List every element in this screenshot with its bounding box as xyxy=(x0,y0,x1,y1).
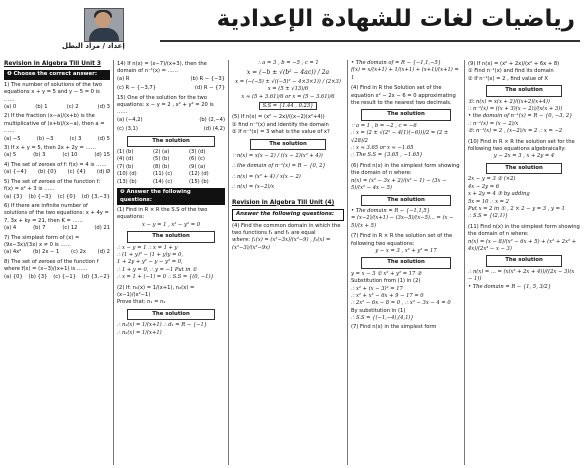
solution-step: • The domain = R − {−1,1,5} xyxy=(351,207,431,214)
problem-2-step: ∴ n₂(x) = 1/(x+1) xyxy=(117,329,162,336)
solution-step: = (x−2)/(x+1) − (3x−5)/(x−5)... = (x − 5)/(x + 5) xyxy=(351,215,454,229)
column-2 xyxy=(117,60,225,465)
question-7-options: (a) 4x² (b) 2x − 1 (c) 2x (d) 2 xyxy=(4,249,110,256)
problem-1-step: ∴ x = 1 + (−1) = 0 ∴ S.S = {(0, −1)} xyxy=(117,274,214,281)
question-8: 8) The set of zeroes of the function f where f(x) = (x−3)/(x+1) is …… xyxy=(4,258,99,273)
answer-banner: ❷ Answer the following questions: xyxy=(117,188,225,205)
solution-step: ∴ x² + x² − 6x + 9 − 17 = 0 xyxy=(351,292,424,299)
question-1-options: (a) 0 (b) 1 (c) 2 (d) 3 xyxy=(4,104,110,111)
question-next: (7) Find n(x) in the simplest form xyxy=(351,323,437,330)
question-15-options: (a) (−4,2) (b) (2,−4) xyxy=(117,116,225,123)
question-6: 6) If there are infinite number of solutions of the two equations: x + 4y = 7, 3x + ky = 21, then K = …… xyxy=(4,202,109,224)
question-15-options-2: (c) (3,1) (d) (4,2) xyxy=(117,126,225,133)
substitution: x = (−(−5) ± √((−5)² − 4×3×1)) / (2×3) xyxy=(235,78,341,85)
solution-step: ∴ x ≈ 3.65 or x ≈ −1.65 xyxy=(351,145,414,152)
solution-step: Put x = 2 in ① , 2 × 2 − y = 3 , y = 1 xyxy=(468,205,565,212)
solution-step: • The domain = R − {1, 5, 3/2} xyxy=(468,283,552,290)
problem-1-step: ∴ x − y = 1 ∴ x = 1 + y xyxy=(117,244,178,251)
solution-step: y = x − 3 ① x² + y² = 17 ② xyxy=(351,270,422,277)
solution-label: The solution xyxy=(361,195,451,206)
question-4-options: (a) {−4} (b) {0} (c) {4} (d) Ø xyxy=(4,169,110,176)
solution-set: S.S = {1.44 , 0.23} xyxy=(232,103,344,110)
question-4-functions: where: f₁(x) = (x²−3x)/(x²−9) , f₂(x) = (x²−3)/(x²−9x) xyxy=(232,237,331,251)
solution-step: 4x − 2y = 6 xyxy=(468,183,500,190)
question-1: 1) The number of solutions of the two equations x + y = 5 and y − 5 = 0 is …… xyxy=(4,81,102,103)
question-5-part-b: ② If n⁻¹(x) = 3 what is the value of x? xyxy=(232,129,330,136)
root-values: x ≈ (5 + 3.61)/6 or x = (5 − 3.61)/6 xyxy=(241,93,335,100)
solution-label: The solution xyxy=(361,257,451,268)
solution-step: ②: n⁻¹(x) = 2 , (x−2)/x = 2 ∴ x = −2 xyxy=(468,128,563,135)
answer-row: (4) (d) (5) (b) (6) (c) xyxy=(117,156,205,163)
question-2: 2) If the fraction (x−a)/(x+b) is the multiplicative of (x+b)/(x−a), then a = …… xyxy=(4,113,105,135)
question-11: (11) Find n(x) in the simplest form showing the domain of n where: xyxy=(468,223,580,238)
problem-1: (1) Find in R × R the S.S of the two equations: xyxy=(117,206,208,221)
title-underline xyxy=(160,40,580,42)
page-header xyxy=(0,0,584,58)
solution-step: ∴ n(x) = ... = (x(x² + 2x + 4))/((2x − 3)(x − 1)) xyxy=(468,268,575,283)
question-7: 7) The simplest form of (x) = (9x−3x)/(3x) x ≠ 0 is …… xyxy=(4,234,80,248)
question-8-options: (a) {0} (b) {3} (c) {−1} (d) {3,−2} xyxy=(4,273,110,280)
section-title: Revision in Algebra Till Unit 3 xyxy=(4,61,101,67)
author-credit: إعداد / مراد البطل xyxy=(62,42,125,50)
coefficients: ∴ a = 3 , b = −5 , c = 1 xyxy=(257,60,319,66)
question-15: 15) One of the solution for the two equations: x − y = 2 , x² + y² = 20 is …… xyxy=(117,94,214,116)
solution-label: The solution xyxy=(127,136,215,147)
question-9-part-b: ② If n⁻¹(x) = 2 , find value of X xyxy=(468,75,548,82)
column-divider xyxy=(228,60,229,465)
question-6-options: (a) 4 (b) 7 (c) 12 (d) 21 xyxy=(4,225,110,232)
answer-table xyxy=(117,149,225,186)
question-3-options: (a) 5 (b) 3 (c) 10 (d) 15 xyxy=(4,152,110,159)
solution-label: The solution xyxy=(486,85,562,96)
solution-label: The solution xyxy=(486,163,562,174)
question-4-common-domain: (4) Find the common domain in which the two functions f₁ and f₂ are equal xyxy=(232,222,341,236)
column-1 xyxy=(4,60,110,465)
choose-banner: ❶ Choose the correct answer: xyxy=(4,70,110,79)
question-4-equation: (4) Find in R the Solution set of the equation x² − 2x − 6 = 0 approximating the result to the nearest two decimals. xyxy=(351,85,456,107)
question-5-part-a: ① find n⁻¹(x) and identify the domain xyxy=(232,121,329,128)
root-expression: x = (5 ± √13)/6 xyxy=(267,86,309,93)
column-3 xyxy=(232,60,344,465)
solution-step: ∴ n⁻¹(x) = ((x + 3)(x − 2))/(x(x + 3)) xyxy=(468,106,563,113)
answer-row: (1) (b) (2) (a) (3) (d) xyxy=(117,149,206,156)
question-5: 5) The set of zeroes of the function f: f(x) = x² + 3 is …… xyxy=(4,178,101,193)
question-7-equations: y − x = 3 , x² + y² = 17 xyxy=(375,247,437,254)
quadratic-formula: x = (−b ± √(b² − 4ac)) / 2a xyxy=(246,69,330,77)
solution-label: The solution xyxy=(361,109,451,120)
question-5-function: (5) If n(x) = (x² − 2x)/((x−2)(x²+4)) xyxy=(232,114,325,121)
problem-2-step: ∴ n₁(x) = 1/(x+1) ∴ d₁ = R − {−1} xyxy=(117,322,208,329)
problem-1-step: ∴ (1 + y)² − (1 + y)y = 0, xyxy=(117,251,184,258)
solution-label: The solution xyxy=(127,309,215,320)
solution-step: ∴ The S.S = {3.65 , −1.65} xyxy=(351,152,423,159)
answer-banner-outline: Answer the following questions: xyxy=(232,209,344,220)
solution-step: ∴ n(x) = (x−2)/x xyxy=(232,184,275,191)
solution-step: By substitution in (1) xyxy=(351,307,406,314)
column-divider xyxy=(347,60,348,465)
question-6-simplest: (6) Find n(x) in the simplest form showing the domain of n where: xyxy=(351,162,460,177)
answer-row: (10) (d) (11) (c) (12) (d) xyxy=(117,171,209,178)
question-7-system: (7) Find in R × R the solution set of the following two equations: xyxy=(351,233,453,247)
question-14: 14) If n(x) = (x−7)/(x+3), then the domain of n⁻¹(x) = …… xyxy=(117,61,207,75)
solution-label: The solution xyxy=(486,255,562,266)
question-14-options: (a) R (b) R − {−3} xyxy=(117,75,225,82)
solution-step: ∴ n⁻¹(x) = (x − 2)/x xyxy=(468,120,519,127)
solution-step: ①: n(x) = x(x + 2)/((x+2)(x+4)) xyxy=(468,98,550,105)
solution-step: ∴ 2x² − 6x − 8 = 0 , ∴ x² − 3x − 4 = 0 xyxy=(351,300,451,307)
column-divider xyxy=(464,60,465,465)
solution-step: x + 2y = 4 ③ by adding xyxy=(468,191,530,198)
column-5 xyxy=(468,60,580,465)
problem-1-step: ∴ 1 + y = 0, ∴ y = −1 Put in ① xyxy=(117,266,197,273)
solution-step: ∴ x = (2 ± √(2² − 4(1)(−6)))/2 = (2 ± √28)/2 xyxy=(351,130,449,144)
question-6-function: n(x) = (x² − 3x + 2)/(x² − 1) − (3x − 5)/(x² − 4x − 5) xyxy=(351,177,447,192)
answer-row: (13) (b) (14) (c) (15) (b) xyxy=(117,178,209,185)
domain-statement: • The domain of = R − {−1,1,−5} xyxy=(351,60,442,66)
section-title-unit-4: Revision in Algebra Till Unit (4) xyxy=(232,199,335,206)
question-4: 4) The set of zeroes of f: f(x) = 4 is …… xyxy=(4,161,107,168)
solution-step: Substitution from (1) in (2) xyxy=(351,278,421,285)
question-10-equations: y − 2x = 3 , x + 2y = 4 xyxy=(493,153,555,160)
question-11-function: n(x) = (x − 8)/(x² − 6x + 5) + (x² + 2x² + 4x)/(2x³ − x − 3) xyxy=(468,238,577,252)
question-9-part-a: ① Find n⁻¹(x) and find its domain xyxy=(468,68,554,75)
solution-step: 5x = 10 ∴ x = 2 xyxy=(468,198,509,205)
function-expression: f(x) = x/(x+1) + 1/(x+1) + (x+1)/(x+1) = 1 xyxy=(351,67,459,81)
solution-step: ∴ the domain of n⁻¹(x) = R − {0, 2} xyxy=(232,163,326,170)
column-4 xyxy=(351,60,461,465)
solution-step: • the domain of n⁻¹(x) = R − {0, −3, 2} xyxy=(468,113,573,120)
question-3: 3) If x + y = 5, then 2x + 2y = …… xyxy=(4,145,96,152)
problem-1-equation: x − y = 1 , x² − y² = 0 xyxy=(142,221,200,228)
solution-step: ∵ a = 1 , b = −2 , c = −6 xyxy=(351,122,417,129)
problem-2-prove: Prove that: n₁ = n₂ xyxy=(117,299,166,306)
question-9: (9) If n(x) = (x² + 2x)/(x² + 6x + 8) xyxy=(468,61,560,67)
page-title: رياضيات لغات للشهادة الإعدادية xyxy=(216,6,575,32)
answer-row: (7) (b) (8) (b) (9) (a) xyxy=(117,163,206,170)
problem-1-step: 1 + 2y + y² − y − y² = 0, xyxy=(117,259,183,266)
solution-step: ∴ S.S = {(2,1)} xyxy=(468,213,509,220)
question-14-options-2: (c) R − {−3,7} (d) R − {7} xyxy=(117,85,225,92)
solution-step: ∴ x² + (x − 3)² = 17 xyxy=(351,285,403,292)
solution-step: ∴ S.S = {(−1,−4),(4,1)} xyxy=(351,315,414,322)
solution-label: The solution xyxy=(250,139,326,150)
solution-step: ∵ n(x) = x(x − 2) / ((x − 2)(x² + 4)) xyxy=(232,153,323,160)
solution-label: The solution xyxy=(127,231,215,242)
author-photo xyxy=(84,8,124,42)
question-10: (10) Find in R × R the solution set for the following two equations algebraically: xyxy=(468,138,575,153)
solution-step: ∴ n(x) = (x² + 4) / x(x − 2) xyxy=(232,173,301,180)
column-divider xyxy=(113,60,114,465)
question-2-options: (a) −5 (b) −3 (c) 3 (d) 5 xyxy=(4,135,110,142)
solution-step: 2x − y = 3 ② (×2) xyxy=(468,176,516,183)
problem-2: (2) If: n₁(x) = 1/(x+1), n₂(x) = (x−1)/(x²−1) xyxy=(117,284,195,298)
question-5-options: (a) {3} (b) {−3} (c) {0} (d) {3,−3} xyxy=(4,193,110,200)
